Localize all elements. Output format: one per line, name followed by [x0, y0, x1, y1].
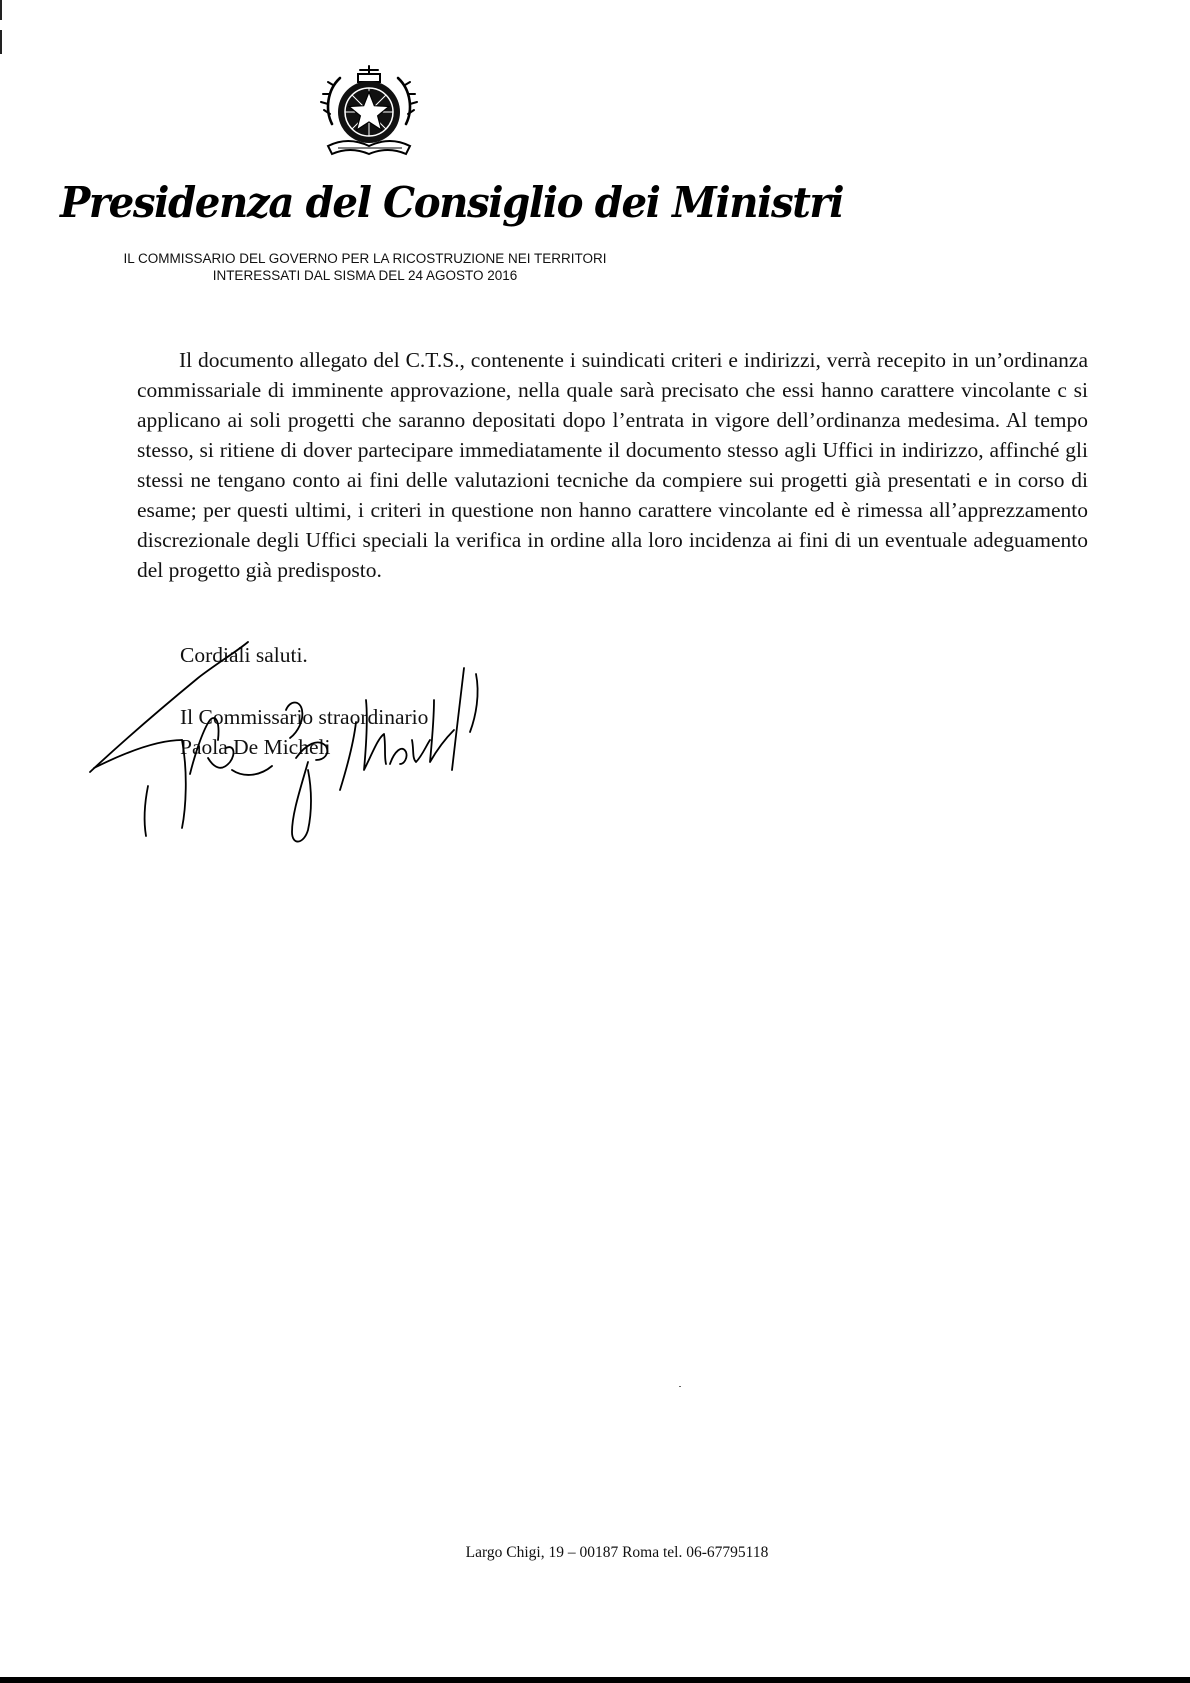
footer-address: [0, 1544, 1190, 1562]
page-bottom-border: [0, 1677, 1190, 1683]
footer-address-text: Largo Chigi, 19 – 00187 Roma tel. 06-67795118: [465, 1544, 769, 1561]
closing-greeting: Cordiali saluti.: [180, 643, 308, 667]
office-heading: [72, 250, 658, 284]
office-heading-line-2: INTERESSATI DAL SISMA DEL 24 AGOSTO 2016: [212, 268, 518, 283]
handwritten-signature: [86, 640, 526, 860]
institution-title: Presidenza del Consiglio dei Ministri: [60, 178, 844, 227]
body-paragraph: Il documento allegato del C.T.S., contenente i suindicati criteri e indirizzi, verrà recepito in un’ordinanza commissariale di imminente approvazione, nella quale sarà precisato che essi hanno carattere vincolante c si applicano ai soli progetti che saranno depositati dopo l’entrata in vigore dell’ordinanza medesima. Al tempo stesso, si ritiene di dover partecipare immediatamente il documento stesso agli Uffici in indirizzo, affinché gli stessi ne tengano conto ai fini delle valutazioni tecniche da compiere sui progetti già presentati e in corso di esame; per questi ultimi, i criteri in questione non hanno carattere vincolante ed è rimessa all’apprezzamento discrezionale degli Uffici speciali la verifica in ordine alla loro incidenza ai fini di un eventuale adeguamento del progetto già predisposto.: [137, 348, 1088, 582]
signer-title: Il Commissario straordinario: [180, 705, 429, 729]
office-heading-line-1: IL COMMISSARIO DEL GOVERNO PER LA RICOSTRUZIONE NEI TERRITORI: [123, 251, 607, 266]
emblem-of-italy-icon: [318, 62, 420, 162]
page-edge-mark: [0, 30, 2, 54]
signer-name: Paola De Micheli: [180, 735, 331, 759]
scan-speck: [679, 1386, 681, 1387]
page-edge-mark: [0, 0, 2, 20]
